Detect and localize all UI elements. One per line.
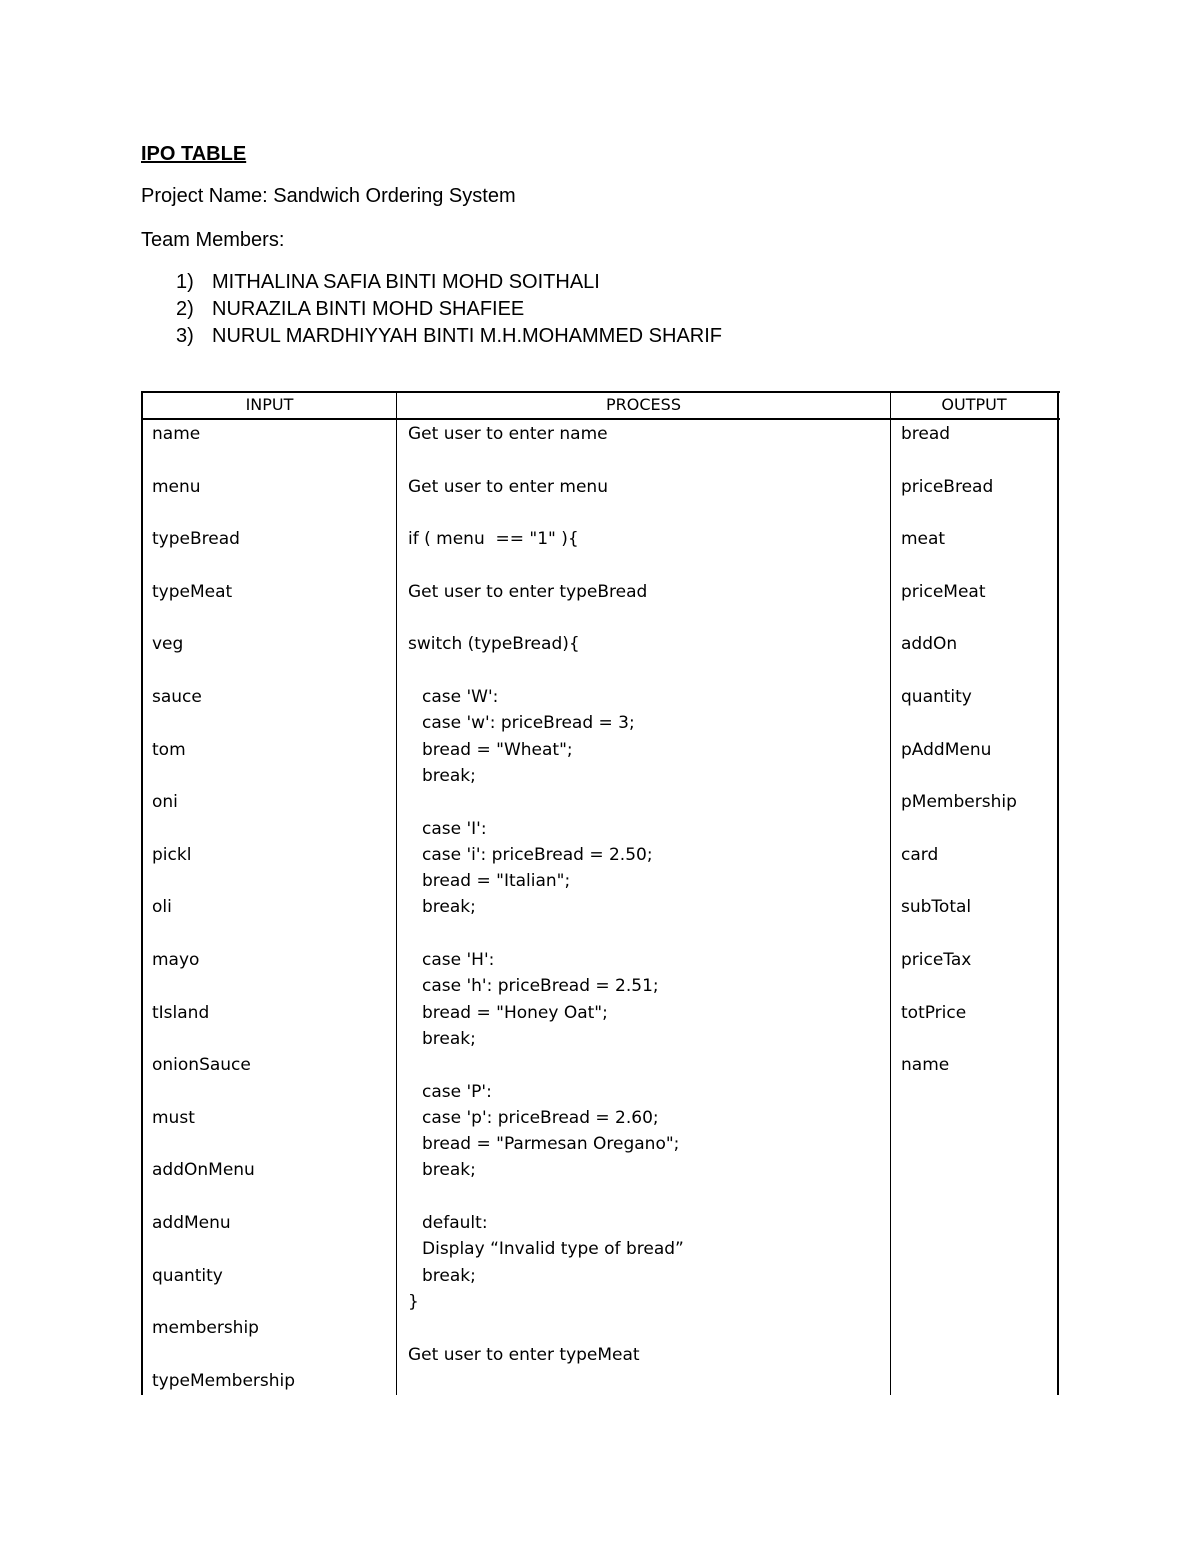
- process-step: case 'h': priceBread = 2.51;: [422, 976, 659, 996]
- process-step: bread = "Honey Oat";: [422, 1003, 608, 1023]
- team-member-name: MITHALINA SAFIA BINTI MOHD SOITHALI: [212, 271, 600, 293]
- input-variable: tIsland: [152, 1003, 210, 1023]
- process-step: case 'I':: [422, 819, 487, 839]
- table-header-divider: [141, 418, 1060, 420]
- output-variable: meat: [901, 529, 946, 549]
- process-step: Get user to enter typeMeat: [408, 1345, 640, 1365]
- table-column-divider: [890, 391, 891, 1395]
- process-step: default:: [422, 1213, 488, 1233]
- input-variable: onionSauce: [152, 1055, 251, 1075]
- process-step: case 'i': priceBread = 2.50;: [422, 845, 653, 865]
- output-variable: totPrice: [901, 1003, 967, 1023]
- document-title: IPO TABLE: [141, 143, 247, 165]
- output-variable: bread: [901, 424, 951, 444]
- process-step: Get user to enter menu: [408, 477, 608, 497]
- table-left-border: [141, 391, 143, 1395]
- output-variable: priceBread: [901, 477, 994, 497]
- input-variable: addMenu: [152, 1213, 231, 1233]
- input-variable: oli: [152, 897, 172, 917]
- process-step: break;: [422, 766, 476, 786]
- input-variable: sauce: [152, 687, 202, 707]
- team-members-label: Team Members:: [141, 229, 285, 251]
- project-name-line: [141, 184, 516, 208]
- process-column-header: PROCESS: [606, 395, 681, 414]
- process-step: break;: [422, 1266, 476, 1286]
- process-step: Display “Invalid type of bread”: [422, 1239, 684, 1259]
- process-step: }: [408, 1292, 419, 1312]
- input-variable: typeBread: [152, 529, 240, 549]
- process-step: case 'w': priceBread = 3;: [422, 713, 635, 733]
- team-member-number: 3): [176, 325, 194, 347]
- input-variable: typeMeat: [152, 582, 233, 602]
- input-variable: menu: [152, 477, 201, 497]
- team-member-name: NURUL MARDHIYYAH BINTI M.H.MOHAMMED SHARIF: [212, 325, 723, 347]
- input-variable: tom: [152, 740, 186, 760]
- team-member-number: 1): [176, 271, 194, 293]
- input-variable: typeMembership: [152, 1371, 296, 1391]
- process-step: case 'p': priceBread = 2.60;: [422, 1108, 659, 1128]
- input-variable: pickl: [152, 845, 192, 865]
- process-step: case 'H':: [422, 950, 495, 970]
- team-member-item: [176, 270, 600, 294]
- output-variable: priceMeat: [901, 582, 986, 602]
- process-step: bread = "Wheat";: [422, 740, 573, 760]
- process-step: case 'P':: [422, 1082, 492, 1102]
- output-variable: pAddMenu: [901, 740, 992, 760]
- input-variable: oni: [152, 792, 178, 812]
- input-variable: addOnMenu: [152, 1160, 255, 1180]
- output-variable: card: [901, 845, 939, 865]
- output-variable: pMembership: [901, 792, 1017, 812]
- project-name-value: Sandwich Ordering System: [273, 185, 516, 207]
- team-member-item: [176, 324, 722, 348]
- input-column-header: INPUT: [245, 395, 294, 414]
- output-variable: addOn: [901, 634, 958, 654]
- table-top-border: [141, 391, 1060, 393]
- process-step: break;: [422, 1160, 476, 1180]
- process-step: bread = "Italian";: [422, 871, 571, 891]
- team-member-item: [176, 297, 524, 321]
- process-step: Get user to enter name: [408, 424, 608, 444]
- process-step: switch (typeBread){: [408, 634, 580, 654]
- output-variable: subTotal: [901, 897, 972, 917]
- table-column-divider: [396, 391, 397, 1395]
- input-variable: must: [152, 1108, 195, 1128]
- process-step: break;: [422, 1029, 476, 1049]
- process-step: if ( menu == "1" ){: [408, 529, 579, 549]
- process-step: bread = "Parmesan Oregano";: [422, 1134, 680, 1154]
- table-right-border: [1057, 391, 1059, 1395]
- output-variable: name: [901, 1055, 950, 1075]
- output-variable: quantity: [901, 687, 972, 707]
- output-column-header: OUTPUT: [941, 395, 1007, 414]
- input-variable: quantity: [152, 1266, 223, 1286]
- team-member-name: NURAZILA BINTI MOHD SHAFIEE: [212, 298, 525, 320]
- input-variable: name: [152, 424, 201, 444]
- process-step: Get user to enter typeBread: [408, 582, 648, 602]
- team-member-number: 2): [176, 298, 194, 320]
- process-step: break;: [422, 897, 476, 917]
- output-variable: priceTax: [901, 950, 972, 970]
- input-variable: mayo: [152, 950, 200, 970]
- process-step: case 'W':: [422, 687, 499, 707]
- input-variable: veg: [152, 634, 184, 654]
- input-variable: membership: [152, 1318, 259, 1338]
- project-name-label: Project Name:: [141, 185, 268, 207]
